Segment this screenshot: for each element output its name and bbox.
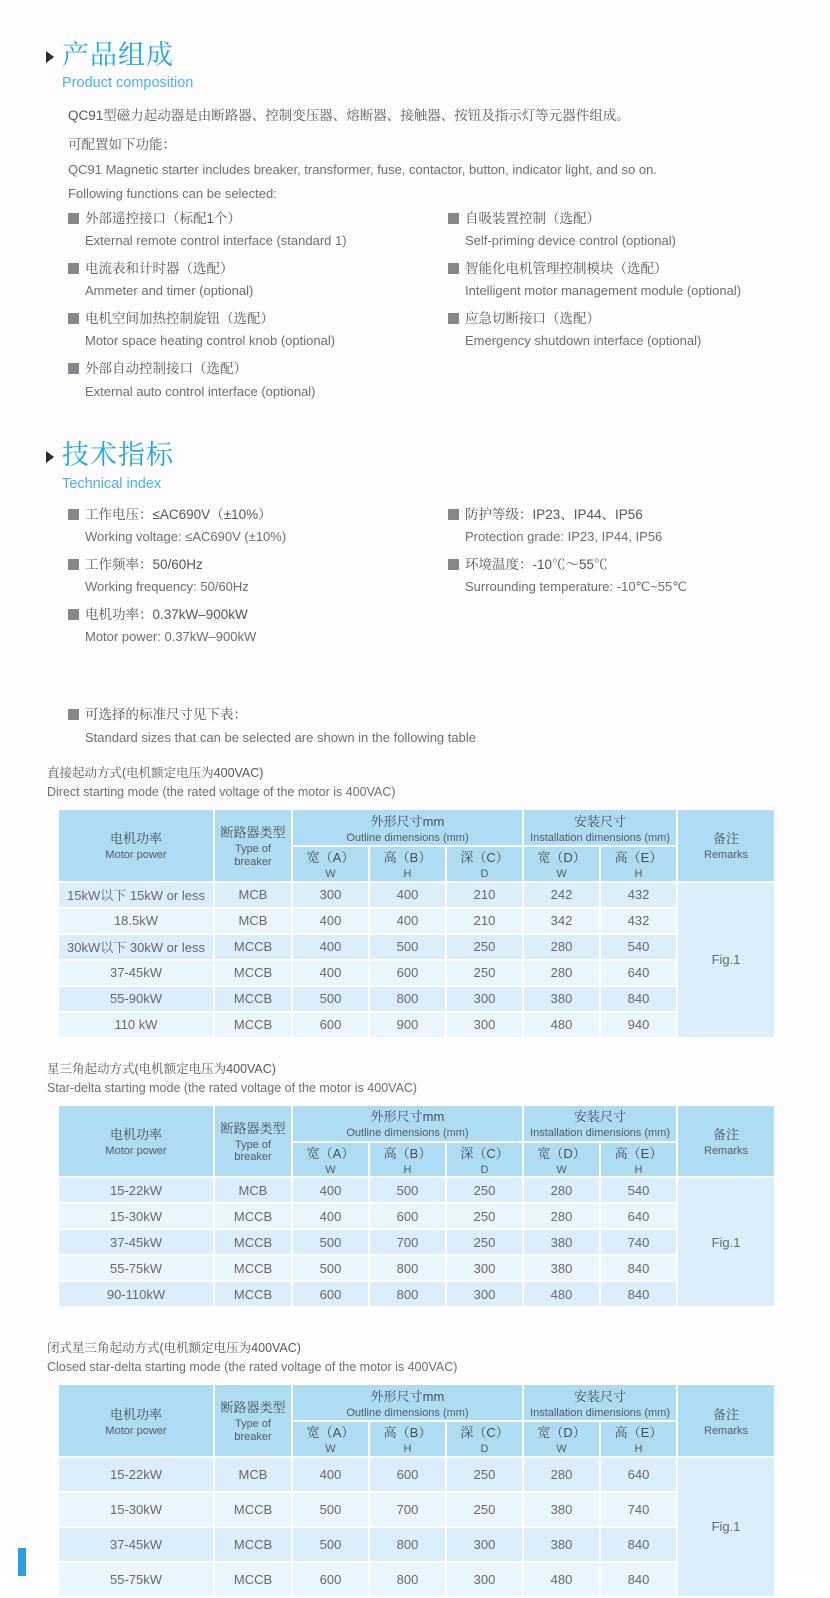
table-cell: 500 bbox=[292, 986, 369, 1012]
square-bullet-icon bbox=[448, 213, 459, 224]
square-bullet-icon bbox=[68, 709, 79, 720]
table-cell: 640 bbox=[600, 1203, 677, 1229]
feature-label-en: Ammeter and timer (optional) bbox=[85, 283, 254, 299]
table-cell: 600 bbox=[369, 960, 446, 986]
table-row bbox=[58, 1203, 775, 1229]
table-cell: MCB bbox=[214, 1457, 292, 1492]
table-cell: MCCB bbox=[214, 1203, 292, 1229]
table-row bbox=[58, 1457, 775, 1492]
feature-column-right bbox=[448, 210, 830, 410]
spec-item bbox=[68, 556, 448, 596]
table-cell: 640 bbox=[600, 960, 677, 986]
spec-label-en: Working frequency: 50/60Hz bbox=[85, 578, 249, 594]
table-cell: 840 bbox=[600, 1562, 677, 1597]
table-cell: 250 bbox=[446, 1203, 523, 1229]
table-cell: 500 bbox=[292, 1527, 369, 1562]
table-cell: 210 bbox=[446, 908, 523, 934]
table-cell: 400 bbox=[292, 934, 369, 960]
col-header-installation-dimensions: 安装尺寸 Installation dimensions (mm) bbox=[523, 1384, 677, 1421]
spec-item bbox=[448, 556, 830, 596]
intro-paragraphs bbox=[68, 104, 830, 201]
table-cell: 280 bbox=[523, 1203, 600, 1229]
table-cell: 300 bbox=[446, 986, 523, 1012]
table-cell: 280 bbox=[523, 1177, 600, 1203]
col-header-height-b: 高（B） H bbox=[369, 1421, 446, 1457]
table-cell: 540 bbox=[600, 934, 677, 960]
section-title-en: Technical index bbox=[62, 475, 162, 492]
intro-zh2: 可配置如下功能： bbox=[68, 137, 176, 153]
table-cell: 55-90kW bbox=[58, 986, 214, 1012]
table-row bbox=[58, 882, 775, 908]
square-bullet-icon bbox=[68, 363, 79, 374]
feature-item bbox=[448, 210, 830, 250]
table-cell: 600 bbox=[369, 1457, 446, 1492]
table-cell: 210 bbox=[446, 882, 523, 908]
table-cell: 432 bbox=[600, 908, 677, 934]
table-cell: MCCB bbox=[214, 960, 292, 986]
col-header-width-a: 宽（A） W bbox=[292, 1142, 369, 1178]
table-cell: 110 kW bbox=[58, 1012, 214, 1038]
spec-column-right bbox=[448, 506, 830, 656]
triangle-bullet-icon bbox=[46, 51, 54, 63]
direct-starting-block bbox=[47, 763, 830, 1039]
table-body bbox=[58, 1457, 775, 1597]
table-cell: 250 bbox=[446, 960, 523, 986]
table-cell: 800 bbox=[369, 1527, 446, 1562]
col-header-motor-power: 电机功率 Motor power bbox=[58, 1384, 214, 1457]
table-cell: 250 bbox=[446, 1229, 523, 1255]
spec-label-zh: 防护等级：IP23、IP44、IP56 bbox=[465, 506, 643, 522]
feature-label-en: External remote control interface (standard 1) bbox=[85, 233, 347, 249]
table-cell: 600 bbox=[292, 1562, 369, 1597]
table-cell: 940 bbox=[600, 1012, 677, 1038]
table-cell: 380 bbox=[523, 1255, 600, 1281]
table-cell: MCB bbox=[214, 908, 292, 934]
table-cell: 840 bbox=[600, 1527, 677, 1562]
table-row bbox=[58, 1255, 775, 1281]
feature-column-left bbox=[68, 210, 448, 410]
table-row bbox=[58, 1177, 775, 1203]
col-header-remarks: 备注 Remarks bbox=[677, 1105, 775, 1178]
spec-label-zh: 工作电压：≤AC690V（±10%） bbox=[85, 506, 272, 522]
table-cell: 740 bbox=[600, 1229, 677, 1255]
table-cell: 800 bbox=[369, 1281, 446, 1307]
note-zh: 可选择的标准尺寸见下表： bbox=[85, 706, 247, 722]
table-cell: 500 bbox=[292, 1255, 369, 1281]
col-header-width-d: 宽（D） W bbox=[523, 1421, 600, 1457]
table-header bbox=[58, 1105, 775, 1178]
col-header-width-a: 宽（A） W bbox=[292, 846, 369, 882]
intro-en: QC91 Magnetic starter includes breaker, transformer, fuse, contactor, button, indicator light, and so on. bbox=[68, 162, 657, 178]
table-cell: 250 bbox=[446, 1492, 523, 1527]
spec-label-en: Protection grade: IP23, IP44, IP56 bbox=[465, 528, 663, 544]
table-cell: 250 bbox=[446, 1177, 523, 1203]
table-cell: MCCB bbox=[214, 1281, 292, 1307]
table-title-zh: 直接起动方式(电机额定电压为400VAC) bbox=[47, 765, 264, 780]
col-header-breaker-type: 断路器类型 Type of breaker bbox=[214, 1105, 292, 1178]
feature-label-en: Self-priming device control (optional) bbox=[465, 233, 676, 249]
table-cell: MCCB bbox=[214, 1527, 292, 1562]
table-cell: 55-75kW bbox=[58, 1255, 214, 1281]
table-remark-cell: Fig.1 bbox=[677, 1457, 775, 1597]
square-bullet-icon bbox=[68, 609, 79, 620]
table-cell: 480 bbox=[523, 1012, 600, 1038]
table-cell: 400 bbox=[369, 882, 446, 908]
feature-label-en: Motor space heating control knob (optional) bbox=[85, 333, 336, 349]
table-cell: 380 bbox=[523, 1229, 600, 1255]
table-cell: 800 bbox=[369, 1562, 446, 1597]
table-row bbox=[58, 1281, 775, 1307]
page-corner-accent bbox=[18, 1548, 26, 1576]
table-cell: MCCB bbox=[214, 934, 292, 960]
section-title-zh: 产品组成 bbox=[62, 40, 174, 70]
table-row bbox=[58, 1012, 775, 1038]
star-delta-block bbox=[47, 1059, 830, 1309]
col-header-motor-power: 电机功率 Motor power bbox=[58, 1105, 214, 1178]
note-en: Standard sizes that can be selected are shown in the following table bbox=[85, 730, 476, 746]
table-cell: 300 bbox=[446, 1527, 523, 1562]
col-header-outline-dimensions: 外形尺寸mm Outline dimensions (mm) bbox=[292, 1384, 523, 1421]
table-cell: 15-30kW bbox=[58, 1203, 214, 1229]
feature-label-zh: 外部自动控制接口（选配） bbox=[85, 361, 247, 377]
spec-item bbox=[448, 506, 830, 546]
table-header bbox=[58, 809, 775, 882]
section-heading bbox=[46, 440, 830, 491]
table-cell: 300 bbox=[446, 1012, 523, 1038]
table-cell: 800 bbox=[369, 986, 446, 1012]
table-cell: 90-110kW bbox=[58, 1281, 214, 1307]
table-cell: 480 bbox=[523, 1281, 600, 1307]
table-row bbox=[58, 934, 775, 960]
closed-star-delta-table bbox=[57, 1383, 776, 1598]
direct-starting-table bbox=[57, 808, 776, 1039]
section-technical-index bbox=[0, 440, 830, 655]
table-row bbox=[58, 1492, 775, 1527]
table-cell: 280 bbox=[523, 1457, 600, 1492]
table-cell: 400 bbox=[292, 1457, 369, 1492]
table-cell: MCCB bbox=[214, 986, 292, 1012]
table-cell: 500 bbox=[292, 1492, 369, 1527]
section-title-zh: 技术指标 bbox=[62, 440, 174, 471]
table-cell: 242 bbox=[523, 882, 600, 908]
table-cell: 380 bbox=[523, 986, 600, 1012]
col-header-breaker-type: 断路器类型 Type of breaker bbox=[214, 1384, 292, 1457]
table-cell: 300 bbox=[292, 882, 369, 908]
square-bullet-icon bbox=[68, 559, 79, 570]
feature-label-zh: 电机空间加热控制旋钮（选配） bbox=[85, 311, 274, 327]
square-bullet-icon bbox=[448, 263, 459, 274]
section-title-en: Product composition bbox=[62, 75, 194, 92]
feature-label-en: Intelligent motor management module (optional) bbox=[465, 283, 742, 299]
feature-label-zh: 外部遥控接口（标配1个） bbox=[85, 211, 242, 227]
table-cell: 840 bbox=[600, 986, 677, 1012]
col-header-width-d: 宽（D） W bbox=[523, 1142, 600, 1178]
table-cell: 15kW以下 15kW or less bbox=[58, 882, 214, 908]
table-cell: MCCB bbox=[214, 1012, 292, 1038]
section-product-composition bbox=[0, 0, 830, 410]
table-cell: 250 bbox=[446, 934, 523, 960]
col-header-height-b: 高（B） H bbox=[369, 846, 446, 882]
table-cell: 900 bbox=[369, 1012, 446, 1038]
square-bullet-icon bbox=[448, 559, 459, 570]
col-header-installation-dimensions: 安装尺寸 Installation dimensions (mm) bbox=[523, 809, 677, 846]
col-header-motor-power: 电机功率 Motor power bbox=[58, 809, 214, 882]
intro-en2: Following functions can be selected: bbox=[68, 186, 277, 202]
table-cell: 600 bbox=[292, 1281, 369, 1307]
feature-label-zh: 自吸装置控制（选配） bbox=[465, 211, 600, 227]
col-header-height-b: 高（B） H bbox=[369, 1142, 446, 1178]
table-cell: 15-30kW bbox=[58, 1492, 214, 1527]
col-header-breaker-type: 断路器类型 Type of breaker bbox=[214, 809, 292, 882]
col-header-remarks: 备注 Remarks bbox=[677, 1384, 775, 1457]
col-header-outline-dimensions: 外形尺寸mm Outline dimensions (mm) bbox=[292, 809, 523, 846]
col-header-depth-c: 深（C） D bbox=[446, 846, 523, 882]
table-row bbox=[58, 960, 775, 986]
table-cell: 740 bbox=[600, 1492, 677, 1527]
closed-star-delta-block bbox=[47, 1338, 830, 1598]
table-cell: 380 bbox=[523, 1527, 600, 1562]
table-row bbox=[58, 1527, 775, 1562]
table-cell: 432 bbox=[600, 882, 677, 908]
spec-label-zh: 工作频率：50/60Hz bbox=[85, 556, 203, 572]
col-header-depth-c: 深（C） D bbox=[446, 1142, 523, 1178]
table-cell: 500 bbox=[292, 1229, 369, 1255]
table-cell: MCB bbox=[214, 882, 292, 908]
table-row bbox=[58, 1562, 775, 1597]
table-row bbox=[58, 908, 775, 934]
table-cell: 700 bbox=[369, 1492, 446, 1527]
square-bullet-icon bbox=[448, 509, 459, 520]
table-cell: 37-45kW bbox=[58, 1527, 214, 1562]
feature-label-en: Emergency shutdown interface (optional) bbox=[465, 333, 702, 349]
table-cell: MCCB bbox=[214, 1255, 292, 1281]
table-title-zh: 星三角起动方式(电机额定电压为400VAC) bbox=[47, 1061, 276, 1076]
col-header-width-a: 宽（A） W bbox=[292, 1421, 369, 1457]
col-header-remarks: 备注 Remarks bbox=[677, 809, 775, 882]
table-cell: 15-22kW bbox=[58, 1457, 214, 1492]
table-header bbox=[58, 1384, 775, 1457]
table-title-zh: 闭式星三角起动方式(电机额定电压为400VAC) bbox=[47, 1341, 301, 1356]
table-cell: MCB bbox=[214, 1177, 292, 1203]
table-cell: 400 bbox=[369, 908, 446, 934]
table-cell: 300 bbox=[446, 1281, 523, 1307]
table-cell: 300 bbox=[446, 1255, 523, 1281]
square-bullet-icon bbox=[68, 509, 79, 520]
table-cell: 840 bbox=[600, 1255, 677, 1281]
square-bullet-icon bbox=[68, 263, 79, 274]
spec-columns bbox=[68, 506, 830, 656]
section-heading bbox=[46, 40, 830, 91]
square-bullet-icon bbox=[448, 313, 459, 324]
table-title-en: Direct starting mode (the rated voltage of the motor is 400VAC) bbox=[47, 784, 396, 799]
intro-zh: QC91型磁力起动器是由断路器、控制变压器、熔断器、接触器、按钮及指示灯等元器件组成。 bbox=[68, 108, 630, 124]
spec-item bbox=[68, 506, 448, 546]
col-header-depth-c: 深（C） D bbox=[446, 1421, 523, 1457]
table-cell: 500 bbox=[369, 1177, 446, 1203]
table-cell: 400 bbox=[292, 1177, 369, 1203]
table-cell: 18.5kW bbox=[58, 908, 214, 934]
table-cell: 280 bbox=[523, 960, 600, 986]
col-header-height-e: 高（E） H bbox=[600, 1142, 677, 1178]
feature-label-zh: 应急切断接口（选配） bbox=[465, 311, 600, 327]
table-cell: 280 bbox=[523, 934, 600, 960]
feature-item bbox=[68, 260, 448, 300]
table-cell: MCCB bbox=[214, 1229, 292, 1255]
table-cell: 540 bbox=[600, 1177, 677, 1203]
feature-columns bbox=[68, 210, 830, 410]
table-cell: 640 bbox=[600, 1457, 677, 1492]
table-cell: MCCB bbox=[214, 1492, 292, 1527]
table-cell: 37-45kW bbox=[58, 960, 214, 986]
table-cell: 30kW以下 30kW or less bbox=[58, 934, 214, 960]
table-cell: 800 bbox=[369, 1255, 446, 1281]
table-body bbox=[58, 1177, 775, 1307]
feature-label-zh: 电流表和计时器（选配） bbox=[85, 261, 234, 277]
table-body bbox=[58, 882, 775, 1038]
table-cell: 500 bbox=[369, 934, 446, 960]
square-bullet-icon bbox=[68, 313, 79, 324]
star-delta-table bbox=[57, 1104, 776, 1309]
feature-item bbox=[68, 360, 448, 400]
table-cell: 15-22kW bbox=[58, 1177, 214, 1203]
col-header-installation-dimensions: 安装尺寸 Installation dimensions (mm) bbox=[523, 1105, 677, 1142]
table-title-en: Star-delta starting mode (the rated voltage of the motor is 400VAC) bbox=[47, 1080, 418, 1095]
spec-column-left bbox=[68, 506, 448, 656]
standard-sizes-note bbox=[68, 706, 830, 747]
col-header-width-d: 宽（D） W bbox=[523, 846, 600, 882]
table-cell: 342 bbox=[523, 908, 600, 934]
spec-label-en: Motor power: 0.37kW–900kW bbox=[85, 628, 257, 644]
spec-label-en: Working voltage: ≤AC690V (±10%) bbox=[85, 528, 287, 544]
table-remark-cell: Fig.1 bbox=[677, 882, 775, 1038]
spec-label-zh: 电机功率：0.37kW–900kW bbox=[85, 606, 248, 622]
spec-label-en: Surrounding temperature: -10℃~55℃ bbox=[465, 578, 687, 594]
table-cell: 300 bbox=[446, 1562, 523, 1597]
table-cell: 600 bbox=[369, 1203, 446, 1229]
spec-label-zh: 环境温度：-10℃～55℃ bbox=[465, 556, 608, 572]
table-cell: 37-45kW bbox=[58, 1229, 214, 1255]
feature-item bbox=[68, 310, 448, 350]
table-cell: 600 bbox=[292, 1012, 369, 1038]
table-cell: 400 bbox=[292, 960, 369, 986]
feature-item bbox=[448, 310, 830, 350]
table-cell: 700 bbox=[369, 1229, 446, 1255]
triangle-bullet-icon bbox=[46, 451, 54, 463]
table-cell: 400 bbox=[292, 908, 369, 934]
table-cell: MCCB bbox=[214, 1562, 292, 1597]
col-header-height-e: 高（E） H bbox=[600, 1421, 677, 1457]
feature-item bbox=[68, 210, 448, 250]
table-cell: 55-75kW bbox=[58, 1562, 214, 1597]
table-remark-cell: Fig.1 bbox=[677, 1177, 775, 1307]
square-bullet-icon bbox=[68, 213, 79, 224]
table-cell: 380 bbox=[523, 1492, 600, 1527]
table-row bbox=[58, 986, 775, 1012]
feature-label-en: External auto control interface (optional) bbox=[85, 383, 316, 399]
feature-label-zh: 智能化电机管理控制模块（选配） bbox=[465, 261, 668, 277]
table-cell: 250 bbox=[446, 1457, 523, 1492]
table-row bbox=[58, 1229, 775, 1255]
col-header-outline-dimensions: 外形尺寸mm Outline dimensions (mm) bbox=[292, 1105, 523, 1142]
spec-item bbox=[68, 606, 448, 646]
table-cell: 400 bbox=[292, 1203, 369, 1229]
feature-item bbox=[448, 260, 830, 300]
table-cell: 840 bbox=[600, 1281, 677, 1307]
table-cell: 480 bbox=[523, 1562, 600, 1597]
table-title-en: Closed star-delta starting mode (the rated voltage of the motor is 400VAC) bbox=[47, 1360, 458, 1375]
col-header-height-e: 高（E） H bbox=[600, 846, 677, 882]
